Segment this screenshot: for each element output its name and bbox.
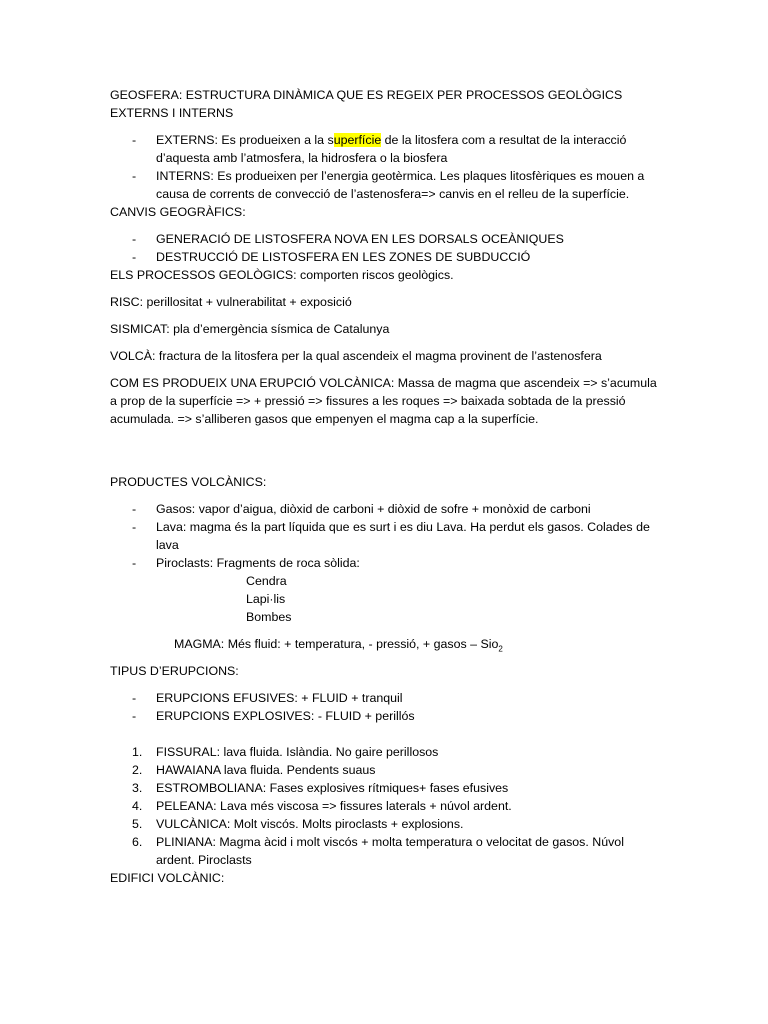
- item-number: 4.: [132, 799, 143, 813]
- item-text: PELEANA: Lava més viscosa => fissures laterals + núvol ardent.: [156, 799, 512, 813]
- list-item: - ERUPCIONS EXPLOSIVES: - FLUID + perillós: [110, 707, 660, 725]
- list-item-externs: [110, 131, 660, 167]
- list-item: - Piroclasts: Fragments de roca sòlida:: [110, 554, 660, 572]
- item-text: FISSURAL: lava fluida. Islàndia. No gaire perillosos: [156, 745, 439, 759]
- numbered-item: [110, 761, 660, 779]
- numbered-item: [110, 797, 660, 815]
- volca-line: VOLCÀ: fractura de la litosfera per la qual ascendeix el magma provinent de l’astenosfera: [110, 349, 602, 363]
- productes-heading: PRODUCTES VOLCÀNICS:: [110, 475, 267, 489]
- numbered-item: [110, 743, 660, 761]
- geosfera-list: [110, 131, 660, 203]
- document-body: [110, 86, 660, 887]
- canvis-list: [110, 230, 660, 266]
- geosfera-heading: GEOSFERA: ESTRUCTURA DINÀMICA QUE ES REGEIX PER PROCESSOS GEOLÒGICS EXTERNS I INTERNS: [110, 88, 623, 120]
- numbered-item: [110, 833, 660, 869]
- piroclast-subitem: Lapi·lis: [246, 592, 286, 606]
- productes-list: [110, 500, 660, 572]
- tipus-list: [110, 689, 660, 725]
- list-item: - GENERACIÓ DE LISTOSFERA NOVA EN LES DORSALS OCEÀNIQUES: [110, 230, 660, 248]
- canvis-heading: CANVIS GEOGRÀFICS:: [110, 205, 246, 219]
- numbered-item: [110, 815, 660, 833]
- item-number: 2.: [132, 763, 143, 777]
- item-text: VULCÀNICA: Molt viscós. Molts piroclasts + explosions.: [156, 817, 464, 831]
- highlighted-word: uperfície: [333, 133, 382, 147]
- magma-line: [110, 635, 660, 653]
- list-item-interns: - INTERNS: Es produeixen per l’energia geotèrmica. Les plaques litosfèriques es mouen a causa de corrents de convecció de l’astenosfera=> canvis en el relleu de la superfície.: [110, 167, 660, 203]
- risc-line: RISC: perillositat + vulnerabilitat + exposició: [110, 295, 352, 309]
- list-item: - Lava: magma és la part líquida que es surt i es diu Lava. Ha perdut els gasos. Colades de lava: [110, 518, 660, 554]
- list-item: - Gasos: vapor d’aigua, diòxid de carboni + diòxid de sofre + monòxid de carboni: [110, 500, 660, 518]
- externs-text-start: EXTERNS: Es produeixen a la s: [156, 133, 334, 147]
- sismicat-line: SISMICAT: pla d’emergència sísmica de Catalunya: [110, 322, 390, 336]
- externs-text-end: de la litosfera com a resultat de la interacció d’aquesta amb l’atmosfera, la hidrosfera o la biosfera: [156, 133, 627, 165]
- tipus-heading: TIPUS D’ERUPCIONS:: [110, 664, 239, 678]
- magma-subscript: 2: [498, 644, 503, 654]
- magma-text: MAGMA: Més fluid: + temperatura, - pressió, + gasos – Sio: [174, 637, 499, 651]
- eruption-types-list: [110, 743, 660, 869]
- item-text: PLINIANA: Magma àcid i molt viscós + molta temperatura o velocitat de gasos. Núvol ardent. Piroclasts: [156, 835, 624, 867]
- erupcio-paragraph: COM ES PRODUEIX UNA ERUPCIÓ VOLCÀNICA: Massa de magma que ascendeix => s’acumula a prop de la superfície => + pressió => fissures a les roques => baixada sobtada de la pressió acumulada. => s’alliberen gasos que empenyen el magma cap a la superfície.: [110, 376, 657, 426]
- processos-line: ELS PROCESSOS GEOLÒGICS: comporten riscos geològics.: [110, 268, 454, 282]
- item-number: 1.: [132, 745, 143, 759]
- item-text: HAWAIANA lava fluida. Pendents suaus: [156, 763, 376, 777]
- edifici-heading: EDIFICI VOLCÀNIC:: [110, 871, 225, 885]
- piroclast-subitem: Cendra: [246, 574, 287, 588]
- item-text: ESTROMBOLIANA: Fases explosives rítmiques+ fases efusives: [156, 781, 509, 795]
- item-number: 3.: [132, 781, 143, 795]
- item-number: 6.: [132, 835, 143, 849]
- list-item: - ERUPCIONS EFUSIVES: + FLUID + tranquil: [110, 689, 660, 707]
- piroclast-subitem: Bombes: [246, 610, 292, 624]
- numbered-item: [110, 779, 660, 797]
- list-item: - DESTRUCCIÓ DE LISTOSFERA EN LES ZONES DE SUBDUCCIÓ: [110, 248, 660, 266]
- item-number: 5.: [132, 817, 143, 831]
